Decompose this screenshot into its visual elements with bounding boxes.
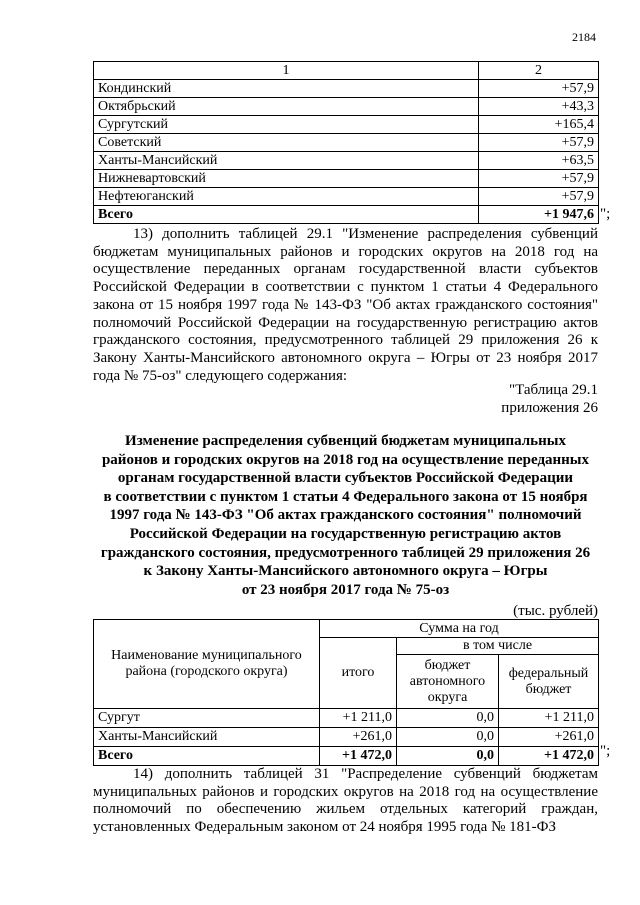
table-reference-line2: приложения 26	[501, 400, 598, 416]
table-row	[94, 80, 599, 98]
regional-value: 0,0	[397, 709, 499, 728]
paragraph-13: 13) дополнить таблицей 29.1 "Изменение распределения субвенций бюджетам муниципальных районов и городских округов на 2018 год на осуществление переданных органам государственной власти субъектов Российской Федерации в соответствии с пунктом 1 статьи 4 Федерального закона от 15 ноября 1997 года № 143-ФЗ "Об актах гражданского состояния" полномочий Российской Федерации на государственную регистрацию актов гражданского состояния, предусмотренного таблицей 29 приложения 26 к Закону Ханты-Мансийского автономного округа – Югры от 23 ноября 2017 года № 75-оз" следующего содержания:	[93, 226, 598, 384]
column-header-1: 1	[94, 62, 479, 80]
regional-value: 0,0	[397, 728, 499, 747]
district-value: +57,9	[479, 170, 599, 188]
district-value: +165,4	[479, 116, 599, 134]
title-line: органам государственной власти субъектов Российской Федерации	[117, 470, 574, 487]
paragraph-14: 14) дополнить таблицей 31 "Распределение субвенций бюджетам муниципальных районов и городских округов на 2018 год на осуществление полномочий по обеспечению жильем отдельных категорий граждан, установленных Федеральным законом от 24 ноября 1995 года № 181-ФЗ	[93, 766, 598, 836]
total-value: +1 947,6	[479, 206, 599, 224]
sum-regional-value: 0,0	[397, 747, 499, 766]
district-value: +57,9	[479, 80, 599, 98]
table-row	[94, 152, 599, 170]
district-name: Сургут	[94, 709, 320, 728]
table-row	[94, 188, 599, 206]
title-line: районов и городских округов на 2018 год на осуществление переданных	[101, 451, 590, 468]
district-value: +57,9	[479, 188, 599, 206]
title-line: в соответствии с пунктом 1 статьи 4 Федерального закона от 15 ноября	[103, 488, 588, 505]
table-row	[94, 116, 599, 134]
district-name: Советский	[94, 134, 479, 152]
total-label: Всего	[94, 747, 320, 766]
table-reference	[501, 381, 598, 417]
header-including: в том числе	[397, 638, 599, 655]
district-name: Ханты-Мансийский	[94, 152, 479, 170]
sum-federal-value: +1 472,0	[499, 747, 599, 766]
district-name: Октябрьский	[94, 98, 479, 116]
district-name: Сургутский	[94, 116, 479, 134]
total-value: +261,0	[320, 728, 397, 747]
table-total-row	[94, 747, 599, 766]
title-line: гражданского состояния, предусмотренного таблицей 29 приложения 26	[100, 544, 591, 561]
district-name: Нефтеюганский	[94, 188, 479, 206]
sum-total-value: +1 472,0	[320, 747, 397, 766]
district-value: +57,9	[479, 134, 599, 152]
title-line: Российской Федерации на государственную регистрацию актов	[129, 525, 562, 542]
district-value: +43,3	[479, 98, 599, 116]
title-line: от 23 ноября 2017 года № 75-оз	[241, 581, 450, 598]
total-label: Всего	[94, 206, 479, 224]
table-row	[94, 170, 599, 188]
federal-value: +1 211,0	[499, 709, 599, 728]
subvention-table-29-1	[93, 619, 599, 766]
district-name: Нижневартовский	[94, 170, 479, 188]
table-reference-line1: "Таблица 29.1	[508, 382, 598, 398]
federal-value: +261,0	[499, 728, 599, 747]
units-label: (тыс. рублей)	[513, 603, 598, 619]
district-value: +63,5	[479, 152, 599, 170]
title-line: к Закону Ханты-Мансийского автономного округа – Югры	[143, 563, 548, 580]
header-total: итого	[320, 638, 397, 709]
header-regional-budget: бюджет автономного округа	[397, 655, 499, 709]
table-row	[94, 728, 599, 747]
header-federal-budget: федеральный бюджет	[499, 655, 599, 709]
table-row	[94, 709, 599, 728]
column-header-2: 2	[479, 62, 599, 80]
table-row	[94, 134, 599, 152]
page-number: 2184	[572, 30, 596, 44]
header-district-name: Наименование муниципального района (городского округа)	[94, 620, 320, 709]
subvention-table-continued	[93, 61, 599, 224]
district-name: Ханты-Мансийский	[94, 728, 320, 747]
district-name: Кондинский	[94, 80, 479, 98]
title-line: Изменение распределения субвенций бюджетам муниципальных	[125, 433, 566, 449]
title-line: 1997 года № 143-ФЗ "Об актах гражданского состояния" полномочий	[109, 507, 582, 524]
header-annual-sum: Сумма на год	[320, 620, 599, 638]
closing-quote: ";	[600, 206, 611, 222]
table-total-row	[94, 206, 599, 224]
total-value: +1 211,0	[320, 709, 397, 728]
table-header-row	[94, 62, 599, 80]
table-title	[93, 432, 598, 599]
table-row	[94, 98, 599, 116]
closing-quote-2: ";	[600, 743, 611, 759]
